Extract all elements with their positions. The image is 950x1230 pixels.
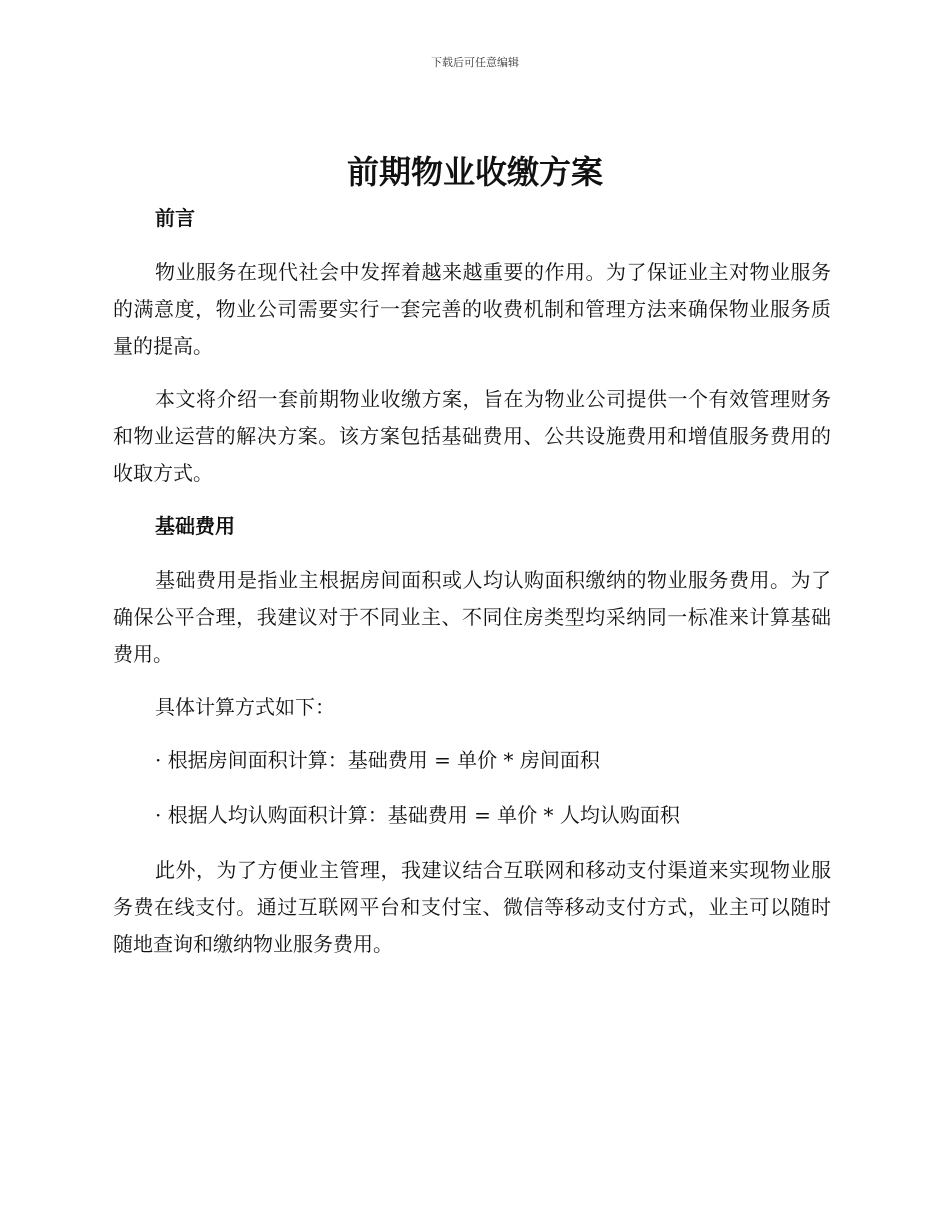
- header-note: 下载后可任意编辑: [431, 56, 519, 69]
- basic-fee-paragraph-1: 基础费用是指业主根据房间面积或人均认购面积缴纳的物业服务费用。为了确保公平合理，我建议对于不同业主、不同住房类型均采纳同一标准来计算基础费用。: [113, 568, 831, 666]
- basic-fee-paragraph-2: 具体计算方式如下：: [155, 695, 335, 719]
- basic-fee-bullet-2: · 根据人均认购面积计算：基础费用 = 单价 * 人均认购面积: [155, 803, 680, 827]
- document-body: [113, 200, 831, 979]
- intro-paragraph-2: 本文将介绍一套前期物业收缴方案，旨在为物业公司提供一个有效管理财务和物业运营的解决方案。该方案包括基础费用、公共设施费用和增值服务费用的收取方式。: [113, 387, 831, 485]
- basic-fee-bullet-1: · 根据房间面积计算：基础费用 = 单价 * 房间面积: [155, 748, 600, 772]
- section-heading-basic-fee: 基础费用: [155, 514, 235, 538]
- document-title: 前期物业收缴方案: [346, 153, 603, 191]
- intro-paragraph-1: 物业服务在现代社会中发挥着越来越重要的作用。为了保证业主对物业服务的满意度，物业公司需要实行一套完善的收费机制和管理方法来确保物业服务质量的提高。: [113, 260, 831, 358]
- basic-fee-paragraph-3: 此外，为了方便业主管理，我建议结合互联网和移动支付渠道来实现物业服务费在线支付。通过互联网平台和支付宝、微信等移动支付方式，业主可以随时随地查询和缴纳物业服务费用。: [113, 858, 831, 956]
- section-heading-intro: 前言: [155, 206, 195, 230]
